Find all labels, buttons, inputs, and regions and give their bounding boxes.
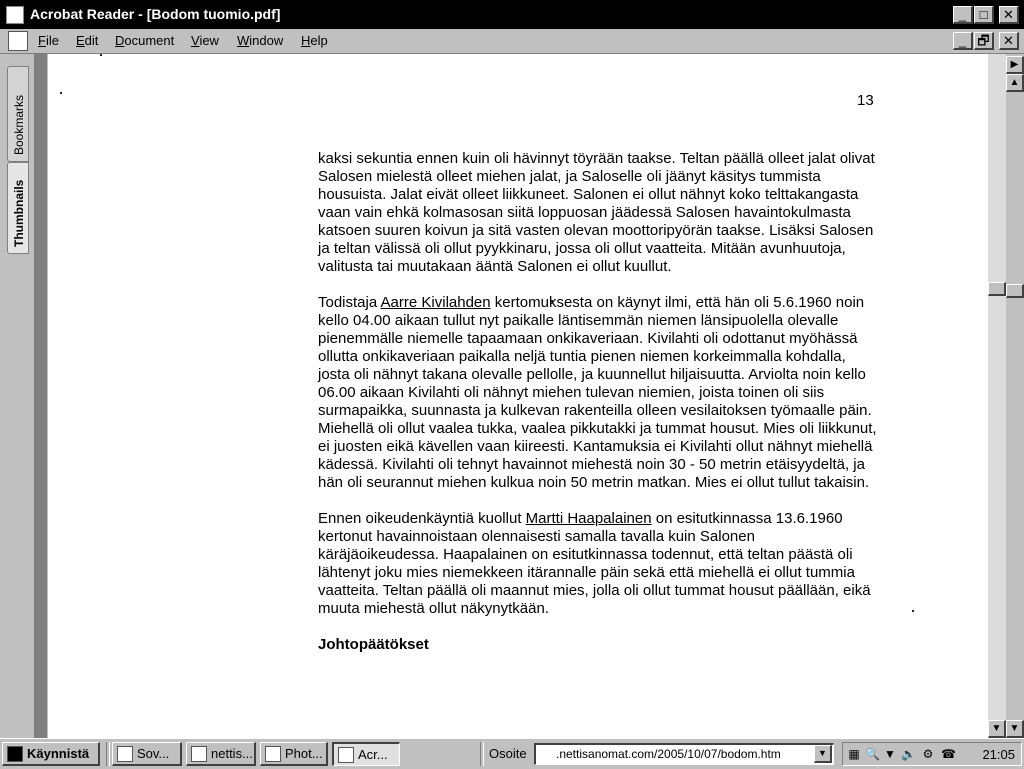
scroll-thumb[interactable]	[988, 282, 1006, 296]
witness-name: Aarre Kivilahden	[380, 294, 491, 311]
menu-window[interactable]: Window	[237, 33, 284, 48]
outer-scroll-thumb[interactable]	[1006, 284, 1024, 298]
tab-thumbnails-label: Thumbnails	[12, 179, 26, 247]
minimize-button[interactable]: _	[953, 6, 973, 24]
menu-file[interactable]: File	[38, 33, 59, 48]
settings-icon[interactable]: ⚙	[922, 747, 934, 761]
tab-bookmarks-label: Bookmarks	[12, 94, 26, 155]
taskbar-button-nettis[interactable]	[186, 742, 256, 766]
tab-bookmarks[interactable]	[7, 66, 29, 162]
scan-speck	[60, 92, 62, 94]
document-text	[318, 150, 878, 672]
paragraph-text: Ennen oikeudenkäyntiä kuollut	[318, 510, 526, 527]
taskbar-separator	[480, 742, 484, 766]
clock[interactable]: 21:05	[982, 747, 1015, 762]
paragraph-text: Todistaja	[318, 294, 381, 311]
acrobat-icon	[338, 747, 354, 763]
address-input[interactable]: .nettisanomat.com/2005/10/07/bodom.htm	[534, 743, 834, 765]
paragraph-text: on esitutkinnassa 13.6.1960 kertonut havainnoistaan olennaisesti samalla tavalla kuin Salonen käräjäoikeudessa. Haapalainen on esitutkinnassa todennut, että teltan päästä oli lähtenyt joku mies niemekkeen itärannalle päin sekä että miehellä ei ollut tummia vaatteita. Teltan päällä oli maannut mies, jolla oli ollut tummat housut päällään, eikä muuta miehestä ollut näkynytkään.	[318, 510, 871, 617]
address-label: Osoite	[489, 746, 527, 761]
volume-icon[interactable]: 🔈	[901, 747, 916, 761]
acrobat-app-icon[interactable]	[6, 6, 24, 24]
document-icon[interactable]	[8, 31, 28, 51]
browser-icon	[191, 746, 207, 762]
windows-logo-icon	[7, 746, 23, 762]
taskbar-button-label: nettis...	[211, 746, 253, 761]
outer-scrollbar[interactable]	[1006, 54, 1024, 738]
menu-bar	[0, 29, 1024, 54]
filter-icon[interactable]: ▼	[884, 747, 896, 761]
vertical-scrollbar[interactable]	[988, 54, 1006, 738]
document-page	[48, 54, 988, 738]
search-icon[interactable]: 🔍	[865, 747, 880, 761]
taskbar-button-label: Phot...	[285, 746, 323, 761]
maximize-button[interactable]: □	[974, 6, 994, 24]
start-button[interactable]	[2, 742, 100, 766]
page-number: 13	[857, 92, 874, 109]
start-label: Käynnistä	[27, 746, 90, 761]
taskbar-separator	[106, 742, 110, 766]
taskbar-button-label: Acr...	[358, 747, 388, 762]
paragraph-text: kertomuksesta on käynyt ilmi, että hän oli 5.6.1960 noin kello 04.00 aikaan tullut nyt paikalle läntisemmän niemen länsipuolella olevalle pienemmälle niemelle tapaamaan onkikaveriaan. Kivilahti oli odottanut myöhässä ollutta onkikaveriaan paikalla neljä tuntia pienen niemen korkeimmalla kohdalla, josta oli nähnyt takana olevalle pellolle, ja kuunnellut hiljaisuutta. Arviolta noin kello 06.00 aikaan Kivilahti oli nähnyt miehen tulevan niemien, joista toinen oli siis surmapaikka, suunnasta ja kulkevan rakenteilla olleen vesilaitoksen työmaalle päin. Miehellä oli ollut vaalea tukka, vaalea pikkutakki ja tummat housut. Mies oli liikkunut, ei juosten eikä kävellen vaan kiireesti. Kantamuksia ei Kivilahti ollut nähnyt miehellä kädessä. Kivilahti oli tehnyt havainnot miehestä noin 30 - 50 metrin etäisyydeltä, ja hän oli seurannut miehen kulkua noin 50 metrin matkan. Mies ei ollut tullut takaisin.	[318, 294, 877, 491]
taskbar	[0, 738, 1024, 769]
window-title: Acrobat Reader - [Bodom tuomio.pdf]	[30, 6, 281, 22]
paragraph	[318, 294, 878, 492]
paragraph	[318, 510, 878, 618]
outer-scroll-down-button[interactable]: ▼	[1006, 720, 1024, 738]
doc-minimize-button[interactable]: _	[953, 32, 973, 50]
pane-splitter[interactable]	[35, 54, 47, 738]
scroll-up-button[interactable]: ▲	[1006, 74, 1024, 92]
doc-close-button[interactable]: ✕	[999, 32, 1019, 50]
taskbar-button-sov[interactable]	[112, 742, 182, 766]
navigation-pane	[0, 54, 35, 738]
paragraph: kaksi sekuntia ennen kuin oli hävinnyt töyrään taakse. Teltan päällä olleet jalat olivat Salosen mielestä olleet miehen jalat, ja Saloselle oli jäänyt käsitys tummista housuista. Jalat eivät olleet liikkuneet. Salonen ei ollut nähnyt koko telttakangasta vaan vain ehkä kolmasosan siitä loppuosan jäädessä Salosen havaintokulmasta katsoen suuren koivun ja sitä vasten olevan moottoripyörän taakse. Lisäksi Salosen ja teltan välissä oli ollut pyykkinaru, jossa oli ollut vaatteita. Mitään avunhuutoja, valitusta tai muutakaan ääntä Salonen ei ollut kuullut.	[318, 150, 875, 275]
menu-edit[interactable]: Edit	[76, 33, 99, 48]
address-dropdown-button[interactable]: ▼	[814, 745, 832, 763]
scroll-down-button[interactable]: ▼	[988, 720, 1006, 738]
phone-icon[interactable]: ☎	[941, 747, 956, 761]
menu-view[interactable]: View	[191, 33, 219, 48]
menu-document[interactable]: Document	[115, 33, 175, 48]
scan-speck	[100, 54, 102, 56]
section-heading: Johtopäätökset	[318, 636, 429, 653]
app-icon	[117, 746, 133, 762]
menu-help[interactable]: Help	[301, 33, 328, 48]
close-button[interactable]: ✕	[999, 6, 1019, 24]
witness-name: Martti Haapalainen	[525, 510, 652, 527]
taskbar-button-acrobat[interactable]	[332, 742, 400, 766]
doc-restore-button[interactable]: 🗗	[974, 32, 994, 50]
taskbar-button-label: Sov...	[137, 746, 170, 761]
tab-thumbnails[interactable]	[7, 162, 29, 254]
network-icon[interactable]: ▦	[848, 747, 860, 761]
scroll-right-button[interactable]: ▶	[1006, 56, 1024, 74]
scan-speck	[912, 610, 914, 612]
title-bar	[0, 0, 1024, 29]
photoshop-icon	[265, 746, 281, 762]
taskbar-button-phot[interactable]	[260, 742, 328, 766]
system-tray	[842, 742, 1022, 766]
